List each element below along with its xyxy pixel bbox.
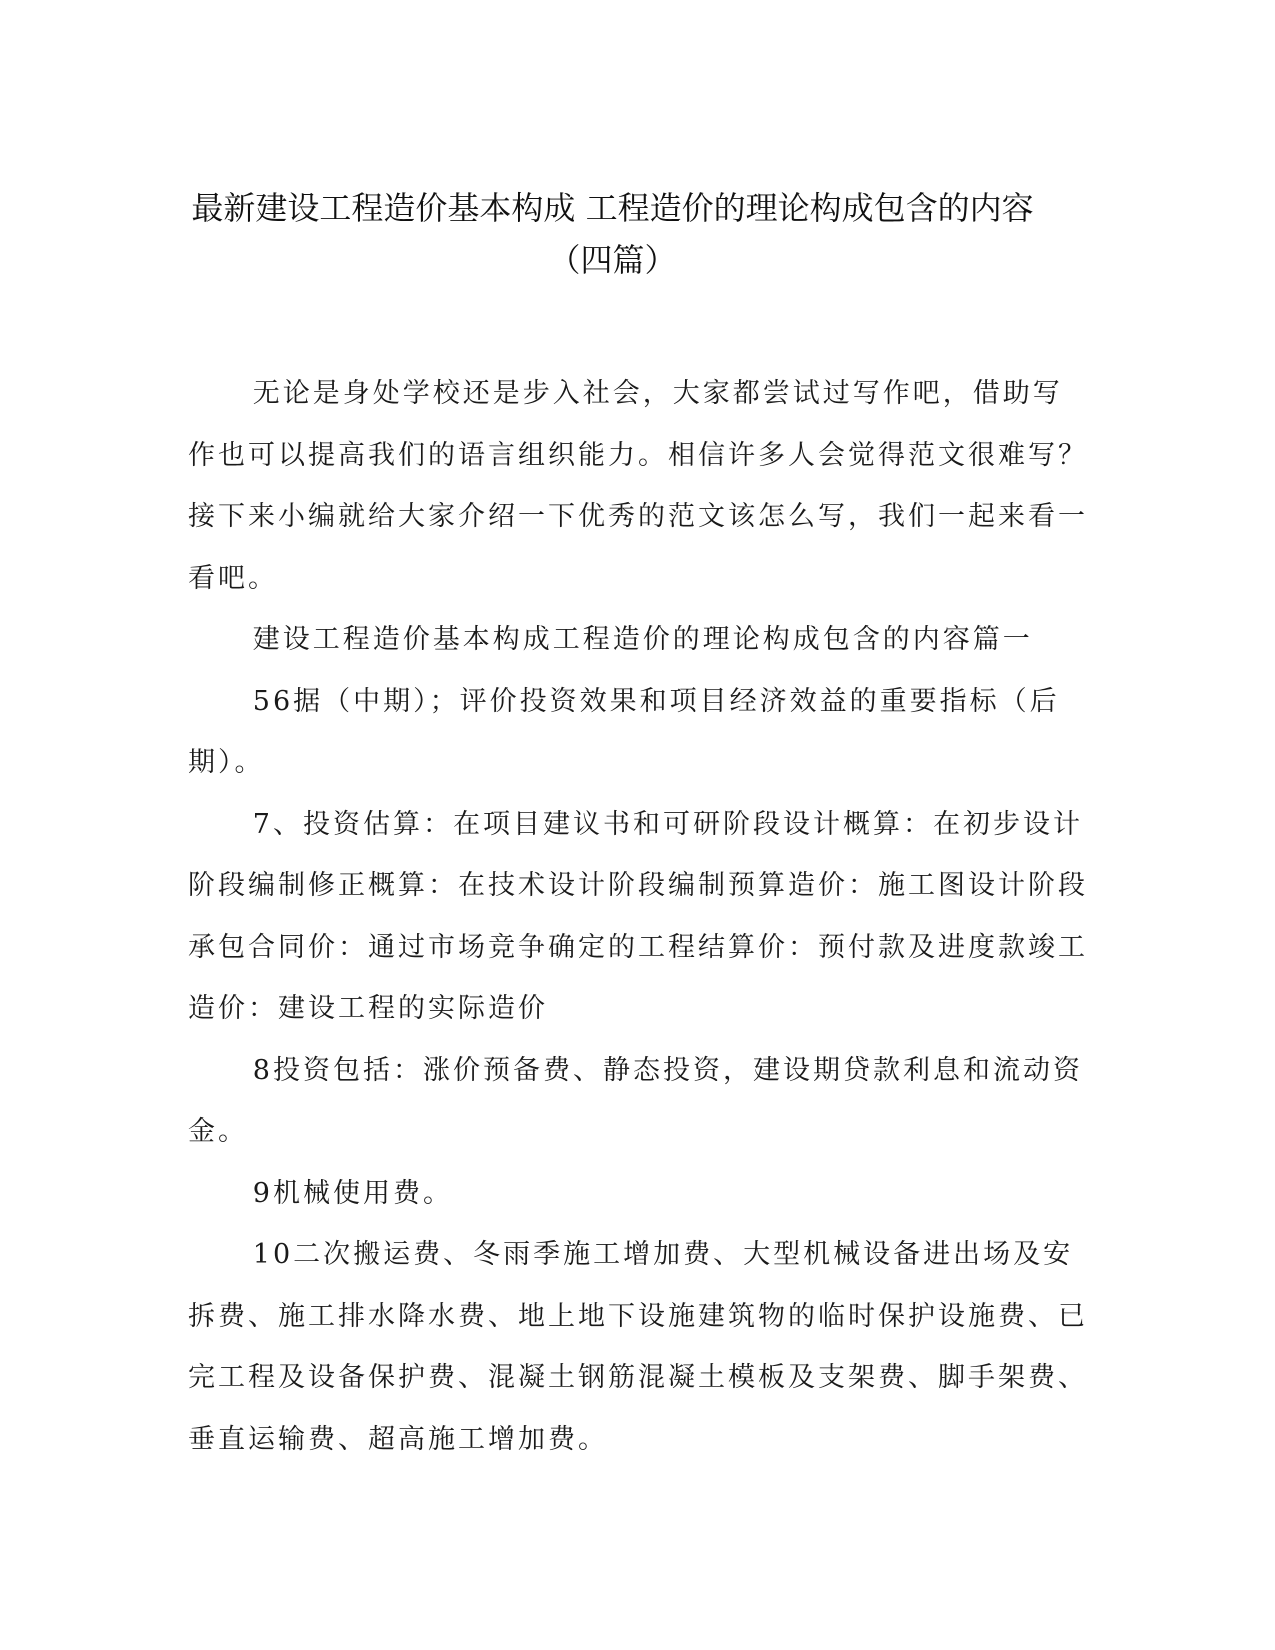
document-body [188, 363, 1088, 1470]
paragraph-item-10: 10二次搬运费、冬雨季施工增加费、大型机械设备进出场及安拆费、施工排水降水费、地上地下设施建筑物的临时保护设施费、已完工程及设备保护费、混凝土钢筋混凝土模板及支架费、脚手架费、垂直运输费、超高施工增加费。 [188, 1239, 1088, 1455]
paragraph-item-9: 9机械使用费。 [252, 1177, 453, 1209]
paragraph-item-8: 8投资包括：涨价预备费、静态投资，建设期贷款利息和流动资金。 [188, 1054, 1083, 1147]
paragraph-intro: 无论是身处学校还是步入社会，大家都尝试过写作吧，借助写作也可以提高我们的语言组织能力。相信许多人会觉得范文很难写？接下来小编就给大家介绍一下优秀的范文该怎么写，我们一起来看一看吧。 [188, 378, 1088, 594]
paragraph-item-7: 7、投资估算：在项目建议书和可研阶段设计概算：在初步设计阶段编制修正概算：在技术设计阶段编制预算造价：施工图设计阶段承包合同价：通过市场竞争确定的工程结算价：预付款及进度款竣工造价：建设工程的实际造价 [188, 808, 1088, 1024]
paragraph-item-56: 56据（中期）；评价投资效果和项目经济效益的重要指标（后期）。 [188, 685, 1060, 778]
document-title: 最新建设工程造价基本构成 工程造价的理论构成包含的内容（四篇） [191, 189, 1034, 279]
paragraph-section-heading: 建设工程造价基本构成工程造价的理论构成包含的内容篇一 [252, 624, 1033, 655]
